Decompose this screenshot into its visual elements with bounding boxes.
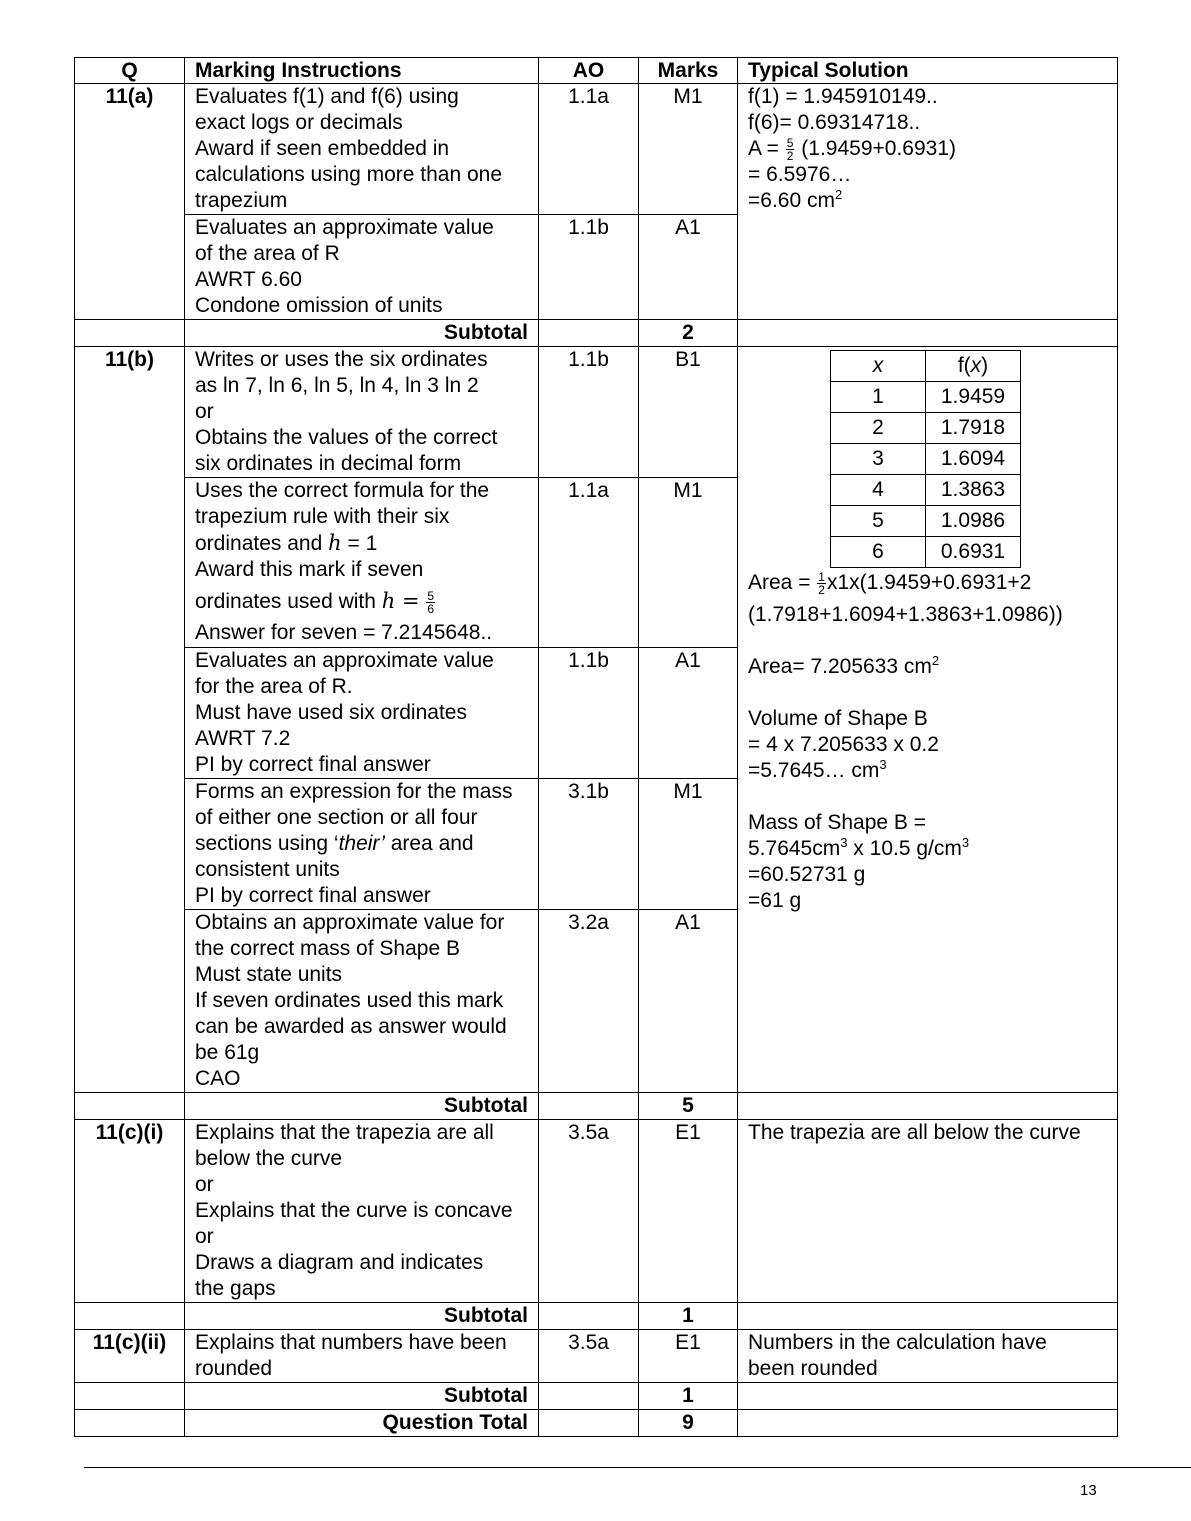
mark-cell: A1 <box>639 648 738 779</box>
question-label: 11(b) <box>75 347 185 1093</box>
ao-cell: 3.2a <box>539 910 639 1093</box>
ao-cell: 3.1b <box>539 779 639 910</box>
instruction-cell: Obtains an approximate value for the correct mass of Shape B Must state units If seven ordinates used this mark can be awarded as answer would be 61g CAO <box>185 910 539 1093</box>
mark-cell: E1 <box>639 1120 738 1303</box>
subtotal-value: 1 <box>639 1383 738 1410</box>
header-instructions: Marking Instructions <box>185 58 539 84</box>
table-row: 5 1.0986 <box>831 506 1021 537</box>
instruction-cell: Explains that the trapezia are all below the curve or Explains that the curve is concave or Draws a diagram and indicates the gaps <box>185 1120 539 1303</box>
mark-cell: A1 <box>639 215 738 320</box>
mark-cell: B1 <box>639 347 738 478</box>
header-ao: AO <box>539 58 639 84</box>
page-number: 13 <box>1080 1482 1097 1499</box>
subtotal-row <box>75 1383 1118 1410</box>
solution-cell: The trapezia are all below the curve <box>738 1120 1118 1303</box>
instruction-cell: Evaluates an approximate value for the area of R. Must have used six ordinates AWRT 7.2 PI by correct final answer <box>185 648 539 779</box>
table-row <box>75 1330 1118 1383</box>
subtotal-value: 2 <box>639 320 738 347</box>
question-label: 11(a) <box>75 84 185 320</box>
header-row <box>75 58 1118 84</box>
subtotal-row <box>75 1303 1118 1330</box>
table-row: 1 1.9459 <box>831 382 1021 413</box>
ao-cell: 1.1b <box>539 347 639 478</box>
ordinates-header-fx: f(x) <box>926 351 1021 382</box>
header-marks: Marks <box>639 58 738 84</box>
subtotal-label: Subtotal <box>185 1303 539 1330</box>
subtotal-label: Subtotal <box>185 320 539 347</box>
instruction-cell: Explains that numbers have been rounded <box>185 1330 539 1383</box>
ao-cell: 3.5a <box>539 1330 639 1383</box>
instruction-cell: Uses the correct formula for the trapezium rule with their six ordinates and h = 1 Award this mark if seven ordinates used with h = $\frac{5}{6}$ Answer for seven = 7.2145648.. <box>185 478 539 648</box>
question-total-label: Question Total <box>185 1410 539 1437</box>
table-row: 2 1.7918 <box>831 413 1021 444</box>
solution-working: Area = $\frac{1}{2}$ x1x(1.9459+0.6931+2 (1.7918+1.6094+1.3863+1.0986)) Area= 7.205633 $cm^2$ Volume of Shape B = 4 x 7.205633 x 0.2 =5.7645… $cm^3$ Mass of Shape B = $5.7645cm^3$ x 10.5 $g/cm^3$ =60.52731 g =61 g <box>748 569 1063 912</box>
ao-cell: 1.1a <box>539 478 639 648</box>
mark-cell: M1 <box>639 478 738 648</box>
question-total-value: 9 <box>639 1410 738 1437</box>
subtotal-label: Subtotal <box>185 1383 539 1410</box>
question-label: 11(c)(ii) <box>75 1330 185 1383</box>
instruction-cell: Evaluates f(1) and f(6) using exact logs or decimals Award if seen embedded in calculations using more than one trapezium <box>185 84 539 215</box>
table-row: 6 0.6931 <box>831 537 1021 568</box>
table-row: 4 1.3863 <box>831 475 1021 506</box>
fraction: $\frac{5}{2}$ <box>786 135 794 163</box>
ao-cell: 1.1a <box>539 84 639 215</box>
header-q: Q <box>75 58 185 84</box>
table-row <box>75 1120 1118 1303</box>
header-solution: Typical Solution <box>738 58 1118 84</box>
ordinates-header-x: x <box>831 351 926 382</box>
instruction-cell: Evaluates an approximate value of the area of R AWRT 6.60 Condone omission of units <box>185 215 539 320</box>
subtotal-row <box>75 1093 1118 1120</box>
solution-cell: Numbers in the calculation have been rounded <box>738 1330 1118 1383</box>
ordinates-table <box>830 350 1021 568</box>
subtotal-value: 5 <box>639 1093 738 1120</box>
mark-cell: M1 <box>639 779 738 910</box>
solution-cell: f(1) = 1.945910149.. f(6)= 0.69314718.. A = $\frac{5}{2}$ (1.9459+0.6931) = 6.5976… =6.60 $cm^2$ <box>738 84 1118 320</box>
instruction-cell: Forms an expression for the mass of either one section or all four sections using ‘their’ area and consistent units PI by correct final answer <box>185 779 539 910</box>
subtotal-label: Subtotal <box>185 1093 539 1120</box>
ao-cell: 1.1b <box>539 648 639 779</box>
subtotal-value: 1 <box>639 1303 738 1330</box>
subtotal-row <box>75 320 1118 347</box>
table-row: 3 1.6094 <box>831 444 1021 475</box>
mark-cell: A1 <box>639 910 738 1093</box>
footer-divider <box>84 1467 1191 1468</box>
fraction: $\frac{1}{2}$ <box>818 569 825 597</box>
ao-cell: 3.5a <box>539 1120 639 1303</box>
table-row <box>75 84 1118 215</box>
question-total-row <box>75 1410 1118 1437</box>
mark-cell: E1 <box>639 1330 738 1383</box>
question-label: 11(c)(i) <box>75 1120 185 1303</box>
ao-cell: 1.1b <box>539 215 639 320</box>
fraction: $\frac{5}{6}$ <box>427 588 435 616</box>
instruction-cell: Writes or uses the six ordinates as ln 7, ln 6, ln 5, ln 4, ln 3 ln 2 or Obtains the values of the correct six ordinates in decimal form <box>185 347 539 478</box>
mark-cell: M1 <box>639 84 738 215</box>
